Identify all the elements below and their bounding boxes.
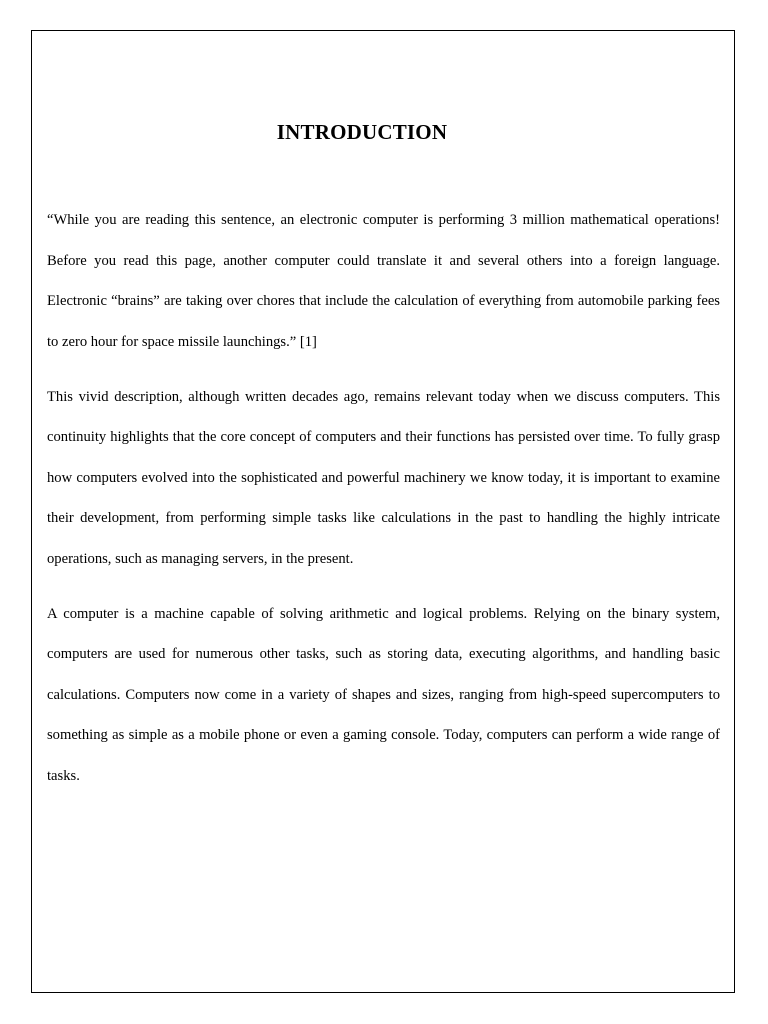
paragraph-definition: A computer is a machine capable of solving arithmetic and logical problems. Relying on the binary system, computers are used for numerous other tasks, such as storing data, executing algorithms, and handling basic calculations. Computers now come in a variety of shapes and sizes, ranging from high-speed supercomputers to something as simple as a mobile phone or even a gaming console. Today, computers can perform a wide range of tasks. — [47, 605, 720, 784]
paragraph-description: This vivid description, although written decades ago, remains relevant today when we discuss computers. This continuity highlights that the core concept of computers and their functions has persisted over time. To fully grasp how computers evolved into the sophisticated and powerful machinery we know today, it is important to examine their development, from performing simple tasks like calculations in the past to handling the highly intricate operations, such as managing servers, in the present. — [47, 388, 720, 567]
document-body — [47, 200, 720, 796]
paragraph-quote: “While you are reading this sentence, an electronic computer is performing 3 million mathematical operations! Before you read this page, another computer could translate it and several others into a foreign language. Electronic “brains” are taking over chores that include the calculation of everything from automobile parking fees to zero hour for space missile launchings.” [1] — [47, 212, 720, 350]
page-title: INTRODUCTION — [276, 120, 448, 144]
